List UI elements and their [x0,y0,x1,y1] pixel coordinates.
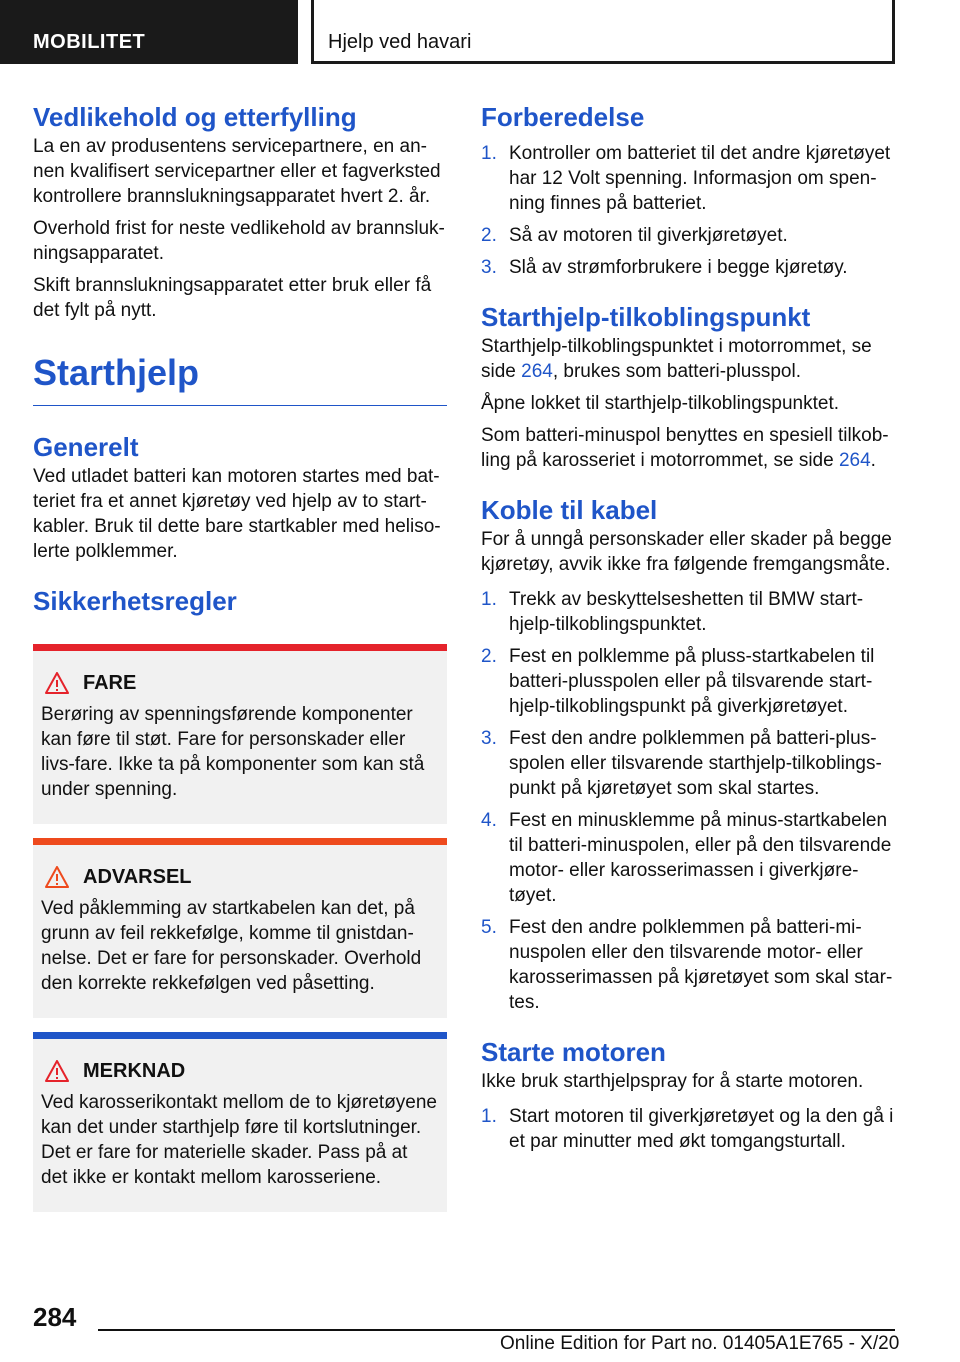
right-column [481,100,895,1154]
heading-preparation: Forberedelse [481,102,645,132]
list-item: 3. Fest den andre polklemmen på batteri-plus-spolen eller tilsvarende starthjelp-tilkoblings-punkt på kjøretøyet som skal startes. [481,728,882,799]
list-item: 1. Start motoren til giverkjøretøyet og la den gå i et par minutter med økt tomgangsturtall. [481,1106,894,1152]
warning-box-notice [33,1032,447,1212]
list-item: 3. Slå av strømforbrukere i begge kjøretøy. [481,257,848,278]
heading-connection-point: Starthjelp-tilkoblingspunkt [481,302,811,332]
warning-triangle-icon [45,672,69,694]
paragraph-point-3: Som batteri-minuspol benyttes en spesiell tilkob-ling på karosseriet i motorrommet, se side 264. [481,425,889,471]
warning-bar-danger [33,644,447,651]
paragraph-maintenance-3: Skift brannslukningsapparatet etter bruk eller få det fylt på nytt. [33,275,432,321]
page-link-264[interactable]: 264 [838,450,871,471]
header-section-label: MOBILITET [33,31,146,53]
paragraph-engine: Ikke bruk starthjelpspray for å starte motoren. [481,1071,864,1092]
header-section-tab[interactable] [0,0,298,64]
heading-connect-cable: Koble til kabel [481,495,658,525]
list-preparation [481,141,895,280]
paragraph-point-1: Starthjelp-tilkoblingspunktet i motorrommet, se side 264, brukes som batteri-plusspol. [481,336,872,382]
heading-start-engine: Starte motoren [481,1037,666,1067]
page-link-264[interactable]: 264 [521,361,553,382]
warning-bar-notice [33,1032,447,1039]
footer-edition: Online Edition for Part no. 01405A1E765 - X/20 [500,1333,900,1354]
list-cable [481,587,895,1015]
warning-title-caution: ADVARSEL [83,866,192,888]
paragraph-maintenance-2: Overhold frist for neste vedlikehold av brannsluk-ningsapparatet. [33,218,445,264]
list-item: 2. Fest en polklemme på pluss-startkabelen til batteri-plusspolen eller på tilsvarende start-hjelp-tilkoblingspunkt på giverkjøretøyet. [481,646,875,717]
warning-triangle-icon [45,866,69,888]
heading-general: Generelt [33,432,139,462]
paragraph-cable: For å unngå personskader eller skader på begge kjøretøy, avvik ikke fra følgende fremgangsmåte. [481,529,892,575]
warning-bar-caution [33,838,447,845]
warning-title-notice: MERKNAD [83,1060,186,1082]
left-column [33,100,447,1212]
warning-box-caution [33,838,447,1018]
header-chapter-label: Hjelp ved havari [328,31,472,53]
paragraph-maintenance-1: La en av produsentens servicepartnere, en an-nen kvalifisert servicepartner eller et fagverksted kontrollere brannslukningsapparatet hvert 2. år. [33,136,441,207]
heading-starthjelp: Starthjelp [33,351,447,406]
warning-title-danger: FARE [83,672,137,694]
heading-safety: Sikkerhetsregler [33,586,237,616]
heading-maintenance: Vedlikehold og etterfylling [33,102,357,132]
paragraph-general: Ved utladet batteri kan motoren startes med bat-teriet fra et annet kjøretøy ved hjelp av to start-kabler. Bruk til dette bare startkabler med heliso-lerte polklemmer. [33,466,441,562]
list-item: 4. Fest en minusklemme på minus-startkabelen til batteri-minuspolen, eller på den tilsvarende motor- eller karosserimassen i giverkjøre-tøyet. [481,810,892,906]
warning-box-danger [33,644,447,824]
paragraph-point-2: Åpne lokket til starthjelp-tilkoblingspunktet. [481,393,840,414]
warning-text-danger: Berøring av spenningsførende komponenter kan føre til støt. Fare for personskader eller livs-fare. Ikke ta på komponenter som kan stå under spenning. [41,704,425,800]
header-chapter-tab[interactable] [311,0,895,64]
list-item: 1. Kontroller om batteriet til det andre kjøretøyet har 12 Volt spenning. Informasjon om spen-ning finnes på batteriet. [481,143,891,214]
warning-text-notice: Ved karosserikontakt mellom de to kjøretøyene kan det under starthjelp føre til kortslutninger. Det er fare for materielle skader. Pass på at det ikke er kontakt mellom karosseriene. [41,1092,438,1188]
warning-triangle-icon [45,1060,69,1082]
list-item: 2. Så av motoren til giverkjøretøyet. [481,225,788,246]
list-item: 1. Trekk av beskyttelseshetten til BMW start-hjelp-tilkoblingspunktet. [481,589,864,635]
footer-divider [98,1329,895,1331]
list-item: 5. Fest den andre polklemmen på batteri-mi-nuspolen eller den tilsvarende motor- eller karosserimassen på kjøretøyet som skal star-tes. [481,917,893,1013]
warning-text-caution: Ved påklemming av startkabelen kan det, på grunn av feil rekkefølge, komme til gnistdan-nelse. Det er fare for personskader. Overhold den korrekte rekkefølgen ved påsetting. [41,898,422,994]
list-engine [481,1104,895,1154]
page-number: 284 [33,1302,77,1332]
